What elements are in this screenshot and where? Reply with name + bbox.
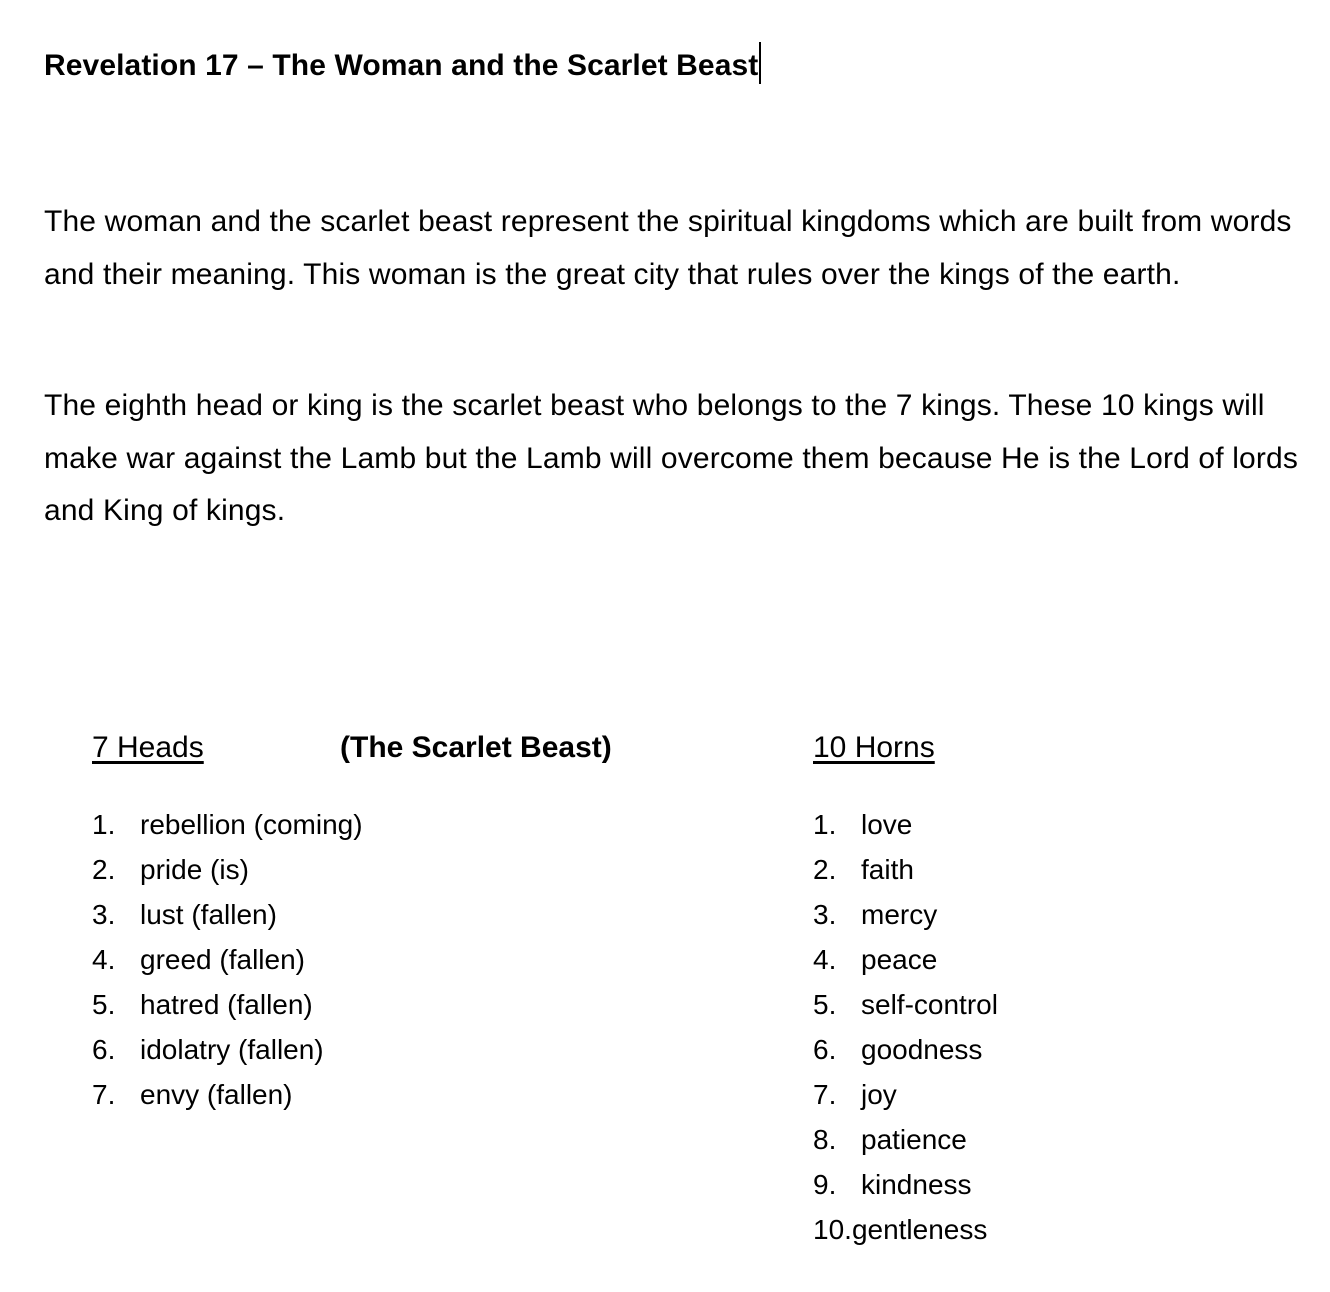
paragraph-woman-beast: The woman and the scarlet beast represent the spiritual kingdoms which are built from words and their meaning. This woman is the great city that rules over the kings of the earth. <box>44 205 1292 291</box>
list-item <box>813 1027 998 1072</box>
list-number: 6. <box>92 1034 116 1065</box>
list-item <box>813 937 998 982</box>
list-text: goodness <box>861 1034 983 1065</box>
list-number: 10. <box>813 1214 852 1245</box>
list-number: 4. <box>813 944 837 975</box>
list-text: mercy <box>861 899 938 930</box>
list-item <box>813 1207 998 1252</box>
list-item <box>92 802 363 847</box>
list-text: pride (is) <box>140 854 249 885</box>
list-item <box>813 1162 998 1207</box>
list-text: lust (fallen) <box>140 899 277 930</box>
horns-list <box>813 802 998 1252</box>
list-item <box>92 1027 363 1072</box>
list-number: 2. <box>92 854 116 885</box>
heads-heading: 7 Heads <box>92 731 204 764</box>
list-number: 4. <box>92 944 116 975</box>
list-number: 1. <box>92 809 116 840</box>
list-item <box>813 847 998 892</box>
list-number: 7. <box>813 1079 837 1110</box>
list-text: gentleness <box>851 1214 988 1245</box>
list-text: envy (fallen) <box>140 1079 293 1110</box>
list-item <box>813 892 998 937</box>
list-item <box>813 1072 998 1117</box>
list-item <box>92 1072 363 1117</box>
list-text: self-control <box>861 989 998 1020</box>
list-number: 6. <box>813 1034 837 1065</box>
title-text: Revelation 17 – The Woman and the Scarlet Beast <box>44 49 759 82</box>
list-text: hatred (fallen) <box>140 989 313 1020</box>
list-item <box>92 847 363 892</box>
list-text: rebellion (coming) <box>140 809 363 840</box>
list-number: 7. <box>92 1079 116 1110</box>
list-number: 3. <box>92 899 116 930</box>
list-item <box>813 802 998 847</box>
list-item <box>813 1117 998 1162</box>
paragraph-eighth-head: The eighth head or king is the scarlet beast who belongs to the 7 kings. These 10 kings will make war against the Lamb but the Lamb will overcome them because He is the Lord of lords and King of kings. <box>44 389 1298 527</box>
list-text: idolatry (fallen) <box>140 1034 324 1065</box>
document-title[interactable] <box>44 42 761 86</box>
list-text: kindness <box>861 1169 972 1200</box>
list-text: patience <box>861 1124 967 1155</box>
list-number: 3. <box>813 899 837 930</box>
list-item <box>92 937 363 982</box>
heads-list <box>92 802 363 1117</box>
list-item <box>92 892 363 937</box>
horns-heading: 10 Horns <box>813 731 935 764</box>
list-text: peace <box>861 944 938 975</box>
list-number: 1. <box>813 809 837 840</box>
list-text: love <box>861 809 913 840</box>
list-number: 2. <box>813 854 837 885</box>
list-text: faith <box>861 854 914 885</box>
scarlet-beast-heading: (The Scarlet Beast) <box>340 731 612 764</box>
list-number: 9. <box>813 1169 837 1200</box>
list-text: joy <box>861 1079 897 1110</box>
list-number: 5. <box>92 989 116 1020</box>
list-number: 5. <box>813 989 837 1020</box>
list-item <box>92 982 363 1027</box>
list-text: greed (fallen) <box>140 944 305 975</box>
list-number: 8. <box>813 1124 837 1155</box>
text-cursor <box>759 42 761 84</box>
list-item <box>813 982 998 1027</box>
